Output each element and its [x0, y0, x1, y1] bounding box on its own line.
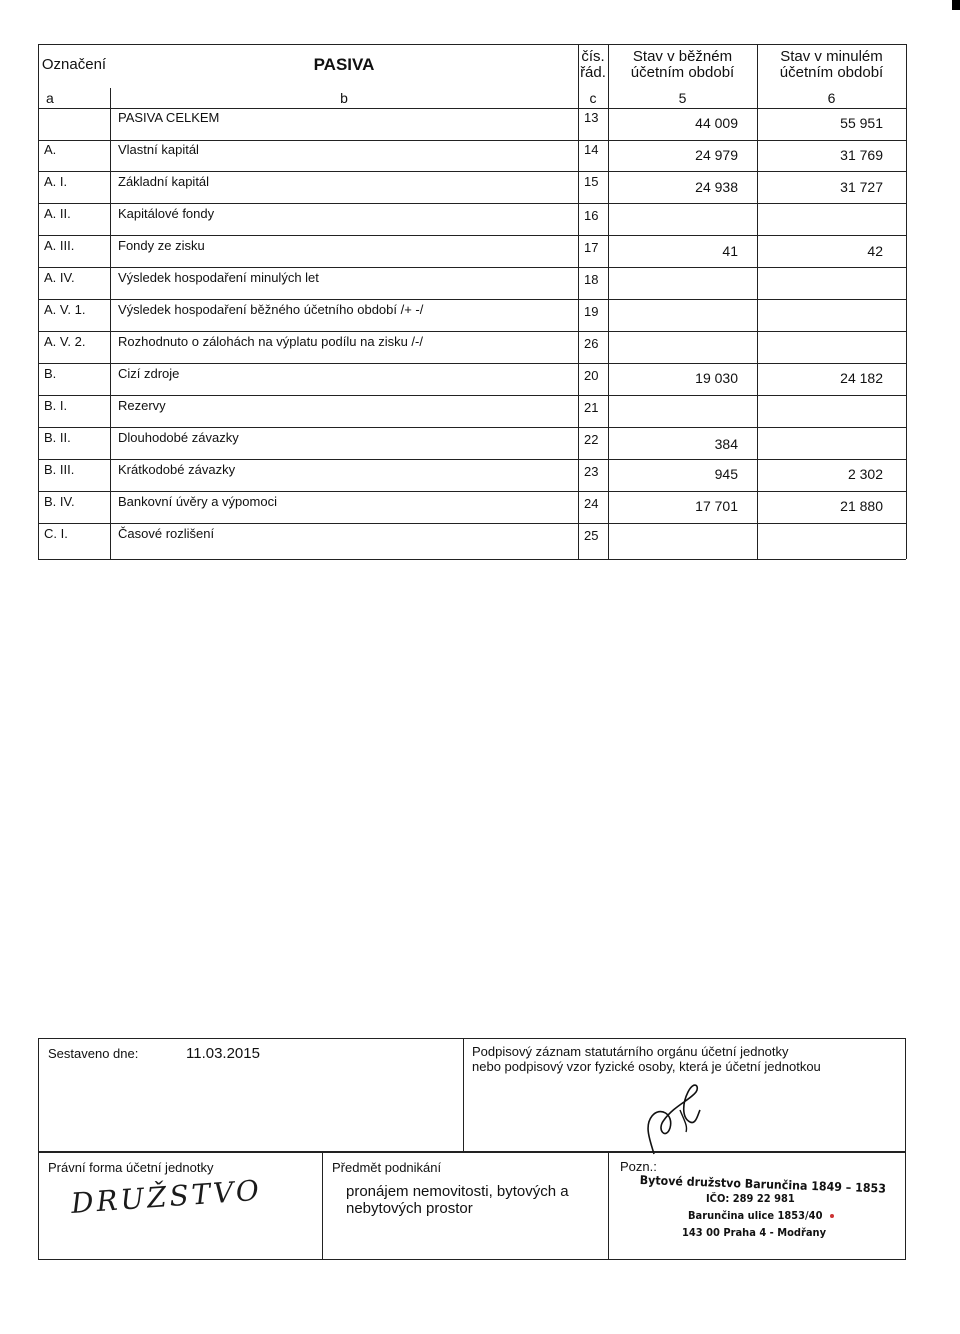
header-current-2: účetním období [630, 64, 735, 81]
header-previous-2: účetním období [779, 64, 884, 81]
legal-form-label: Právní forma účetní jednotky [48, 1160, 214, 1175]
row-line: 24 [584, 496, 599, 511]
row-code: B. [44, 366, 57, 381]
row-current: 384 [714, 436, 738, 452]
row-line: 14 [584, 142, 599, 157]
row-label: Cizí zdroje [118, 366, 180, 381]
row-code: A. II. [44, 206, 71, 221]
row-label: Krátkodobé závazky [118, 462, 236, 477]
row-label: Kapitálové fondy [118, 206, 215, 221]
header-cis: čís. [581, 48, 605, 65]
row-line: 18 [584, 272, 599, 287]
row-label: Fondy ze zisku [118, 238, 205, 253]
row-code: A. I. [44, 174, 68, 189]
row-current: 17 701 [695, 498, 738, 514]
note-label: Pozn.: [620, 1159, 657, 1174]
legal-form-handwritten: DRUŽSTVO [69, 1173, 263, 1220]
row-code: A. IV. [44, 270, 75, 285]
subheader-b: b [340, 90, 348, 106]
header-oznaceni: Označení [41, 56, 107, 73]
row-code: C. I. [44, 526, 68, 541]
row-code: A. III. [44, 238, 75, 253]
row-previous: 21 880 [840, 498, 883, 514]
subheader-a: a [46, 90, 54, 106]
row-label: Bankovní úvěry a výpomoci [118, 494, 277, 509]
business-label: Předmět podnikání [332, 1160, 442, 1175]
stamp-line-1: Bytové družstvo Barunčina 1849 – 1853 [639, 1173, 887, 1196]
row-line: 26 [584, 336, 599, 351]
row-current: 24 938 [695, 179, 738, 195]
row-line: 16 [584, 208, 599, 223]
row-previous: 2 302 [847, 466, 883, 482]
row-label: Vlastní kapitál [118, 142, 199, 157]
signature-label-1: Podpisový záznam statutárního orgánu účetní jednotky [472, 1044, 789, 1059]
header-pasiva: PASIVA [313, 55, 375, 74]
row-code: A. V. 2. [44, 334, 86, 349]
row-code: B. III. [44, 462, 75, 477]
scan-corner-mark [952, 0, 960, 10]
row-label: Rozhodnuto o zálohách na výplatu podílu na zisku /-/ [118, 334, 423, 349]
row-label: Výsledek hospodaření minulých let [118, 270, 319, 285]
row-code: A. V. 1. [44, 302, 86, 317]
signature-label-2: nebo podpisový vzor fyzické osoby, která je účetní jednotkou [472, 1059, 821, 1074]
row-label: Dlouhodobé závazky [118, 430, 239, 445]
row-code: A. [44, 142, 57, 157]
row-line: 25 [584, 528, 599, 543]
row-line: 17 [584, 240, 599, 255]
header-current-1: Stav v běžném [632, 48, 733, 65]
stamp-dot [830, 1214, 834, 1218]
row-line: 15 [584, 174, 599, 189]
row-label: Rezervy [118, 398, 166, 413]
row-code: B. IV. [44, 494, 75, 509]
row-current: 24 979 [695, 147, 738, 163]
row-line: 20 [584, 368, 599, 383]
row-current: 19 030 [695, 370, 738, 386]
row-line: 13 [584, 110, 599, 125]
row-label: Časové rozlišení [118, 526, 215, 541]
row-line: 22 [584, 432, 599, 447]
row-label: Výsledek hospodaření běžného účetního období /+ -/ [118, 302, 424, 317]
header-previous-1: Stav v minulém [780, 48, 883, 65]
subheader-c: c [589, 90, 597, 106]
row-previous: 31 727 [840, 179, 883, 195]
row-code: B. I. [44, 398, 68, 413]
row-current: 41 [722, 243, 738, 259]
row-previous: 24 182 [840, 370, 883, 386]
header-rad: řád. [580, 64, 606, 81]
row-line: 21 [584, 400, 599, 415]
row-current: 44 009 [695, 115, 738, 131]
stamp-line-4: 143 00 Praha 4 - Modřany [682, 1226, 827, 1239]
subheader-6: 6 [827, 90, 836, 106]
row-code: B. II. [44, 430, 71, 445]
signature-image [630, 1070, 720, 1160]
stamp-line-3: Barunčina ulice 1853/40 [688, 1209, 823, 1222]
business-line-1: pronájem nemovitosti, bytových a [346, 1183, 569, 1200]
row-current: 945 [714, 466, 738, 482]
compiled-date: 11.03.2015 [186, 1045, 260, 1062]
row-line: 19 [584, 304, 599, 319]
row-previous: 55 951 [840, 115, 883, 131]
row-line: 23 [584, 464, 599, 479]
stamp-line-2: IČO: 289 22 981 [706, 1192, 795, 1205]
row-previous: 31 769 [840, 147, 883, 163]
row-label: PASIVA CELKEM [118, 110, 220, 125]
subheader-5: 5 [678, 90, 687, 106]
row-label: Základní kapitál [118, 174, 210, 189]
row-previous: 42 [867, 243, 883, 259]
compiled-label: Sestaveno dne: [48, 1046, 139, 1061]
business-line-2: nebytových prostor [346, 1200, 473, 1217]
